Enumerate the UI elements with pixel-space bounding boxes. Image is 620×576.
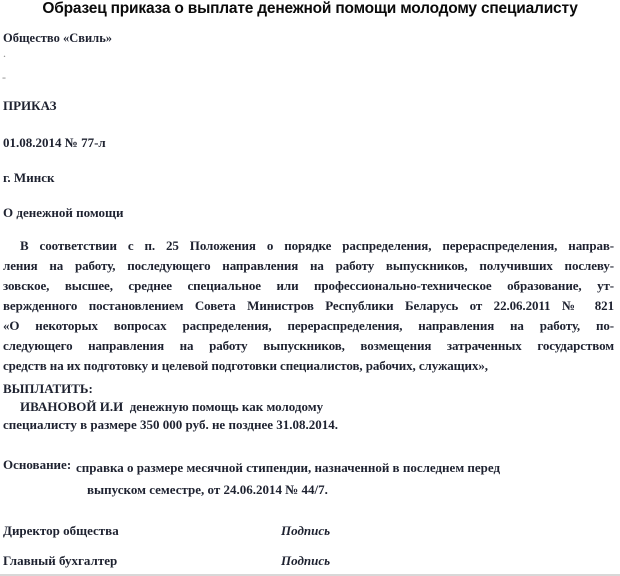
- basis-text: [76, 457, 591, 501]
- order-date-number: 01.08.2014 № 77-л: [3, 135, 106, 150]
- resolution-line: ИВАНОВОЙ И.И денежную помощь как молодому: [20, 399, 324, 414]
- preamble-line: ления на работу, последующего направления на работу выпускников, получивших послеву-: [3, 258, 614, 273]
- signature-role: Директор общества: [3, 523, 119, 538]
- basis-line: выпуском семестре, от 24.06.2014 № 44/7.: [87, 482, 328, 497]
- order-subject: О денежной помощи: [3, 205, 124, 220]
- preamble-line: В соответствии с п. 25 Положения о порядке распределения, перераспределения, направ-: [20, 238, 614, 253]
- preamble-line: вержденного постановлением Совета Министров Республики Беларусь от 22.06.2011 № 821: [3, 298, 614, 313]
- signature-placeholder: Подпись: [281, 523, 331, 538]
- preamble-line: зовское, высшее, среднее специальное или профессионально-техническое образование, ут-: [3, 278, 614, 293]
- order-city: г. Минск: [3, 170, 55, 185]
- basis-label: Основание:: [3, 457, 72, 472]
- artifact-dot: .: [3, 46, 6, 60]
- preamble-line: следующего направления на работу выпускников, возмещения затраченных государством: [3, 338, 614, 353]
- basis-line: справка о размере месячной стипендии, назначенной в последнем перед: [76, 460, 501, 475]
- company-name: Общество «Свиль»: [3, 31, 113, 45]
- preamble-line: средств на их подготовку и целевой подготовки специалистов, рабочих, служащих»,: [3, 358, 488, 373]
- artifact-dash: -: [2, 70, 6, 84]
- preamble-paragraph: [3, 236, 614, 376]
- page-title: Образец приказа о выплате денежной помощи молодому специалисту: [42, 0, 578, 17]
- resolution-heading: ВЫПЛАТИТЬ:: [3, 381, 93, 396]
- signature-row: [0, 523, 620, 541]
- preamble-line: «О некоторых вопросах распределения, перераспределения, направления на работу, по-: [3, 318, 614, 333]
- document-type-heading: ПРИКАЗ: [3, 98, 57, 113]
- resolution-line: специалисту в размере 350 000 руб. не позднее 31.08.2014.: [3, 417, 339, 432]
- signature-row: [0, 553, 620, 571]
- signature-role: Главный бухгалтер: [3, 553, 118, 568]
- signature-placeholder: Подпись: [281, 553, 331, 568]
